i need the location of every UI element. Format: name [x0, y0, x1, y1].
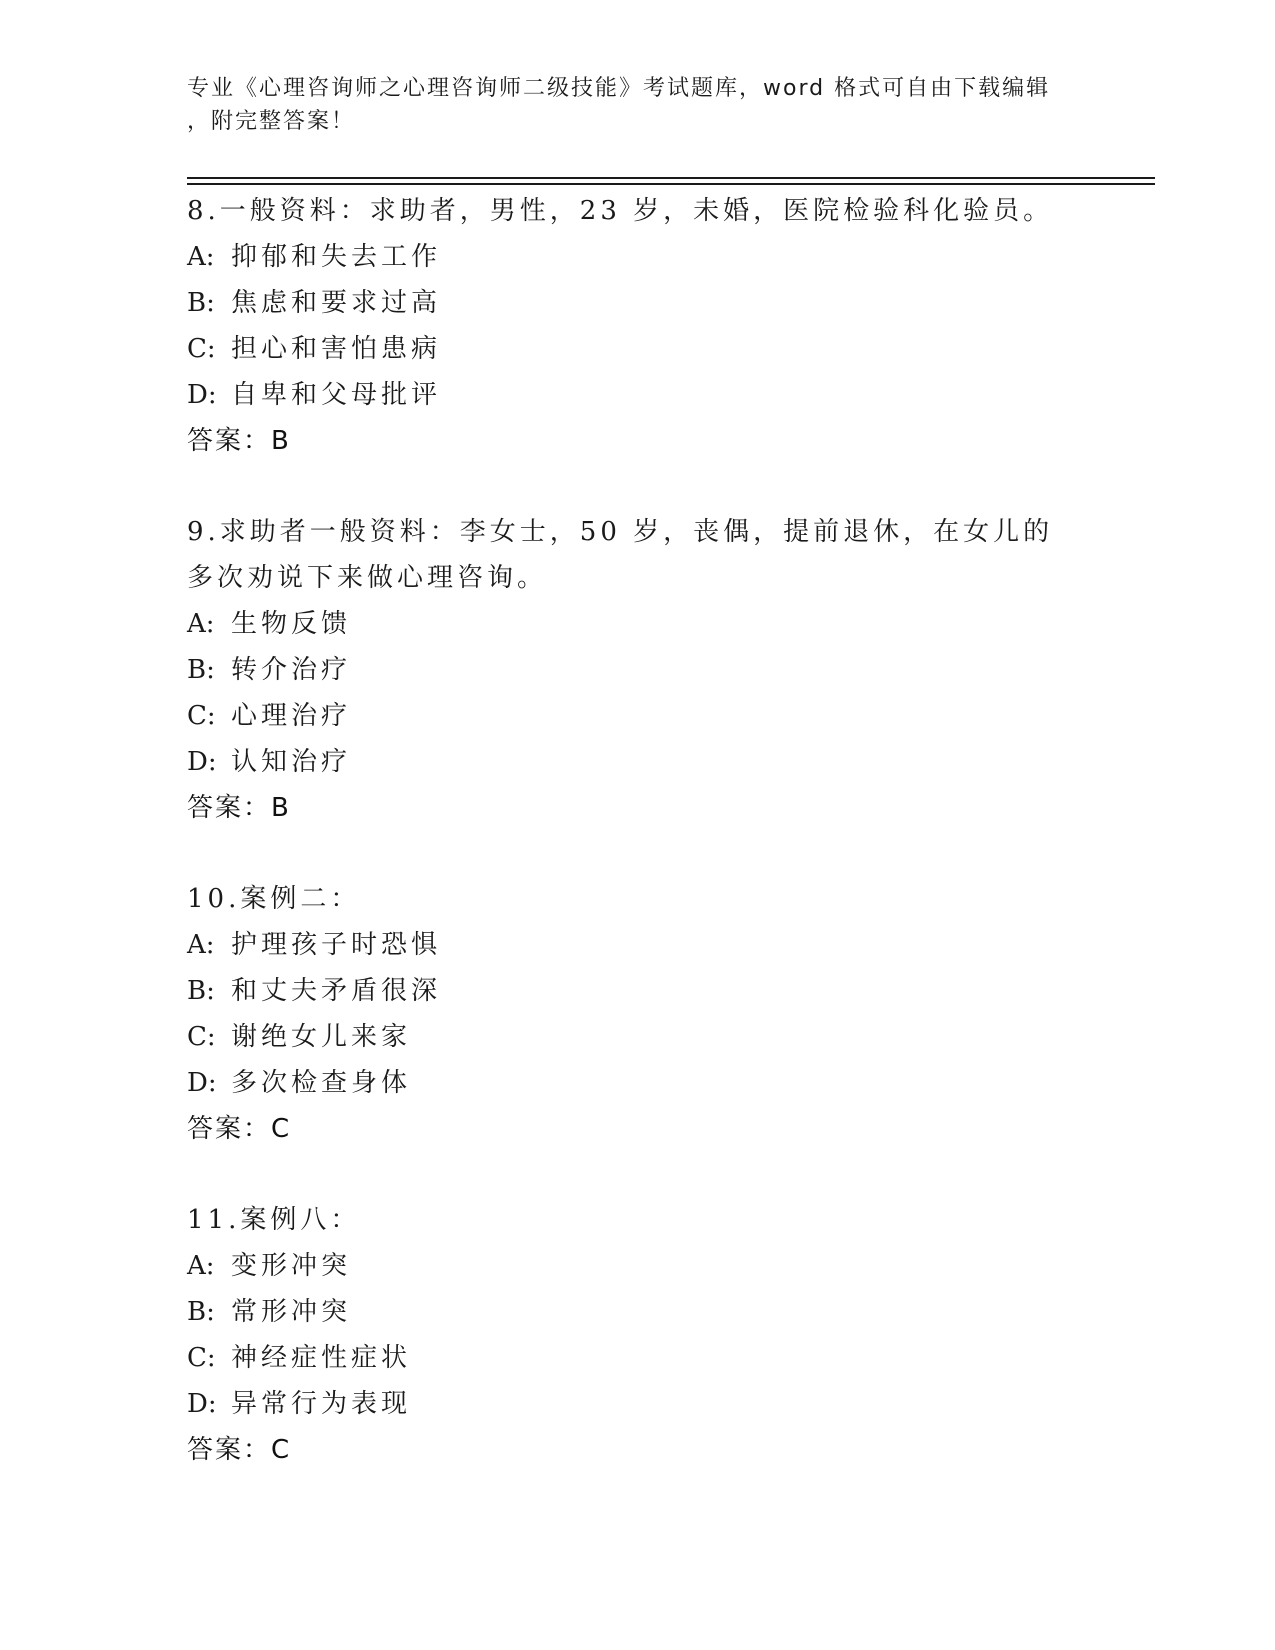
option-key: A: [187, 609, 215, 639]
option-key: D: [187, 380, 217, 410]
option-b [187, 280, 1107, 326]
question-list [187, 188, 1107, 1518]
question-stem: 11.案例八： [187, 1205, 361, 1235]
option-a [187, 234, 1107, 280]
question-11 [187, 1197, 1107, 1473]
question-9 [187, 509, 1107, 831]
option-d [187, 739, 1107, 785]
option-a [187, 922, 1107, 968]
option-text: 多次检查身体 [231, 1068, 412, 1098]
option-c [187, 693, 1107, 739]
option-key: C: [187, 334, 216, 364]
option-text: 自卑和父母批评 [231, 380, 442, 410]
option-key: B: [187, 288, 215, 318]
option-d [187, 372, 1107, 418]
option-b [187, 647, 1107, 693]
option-key: D: [187, 747, 217, 777]
option-c [187, 326, 1107, 372]
option-text: 常形冲突 [231, 1297, 352, 1327]
option-text: 转介治疗 [231, 655, 352, 685]
option-d [187, 1060, 1107, 1106]
question-stem: 9.求助者一般资料：李女士，50 岁，丧偶，提前退休，在女儿的多次劝说下来做心理咨询。 [187, 517, 1054, 593]
header-divider-top [187, 177, 1155, 179]
option-key: D: [187, 1389, 217, 1419]
option-key: B: [187, 655, 215, 685]
answer-line: 答案：C [187, 1114, 292, 1144]
option-text: 担心和害怕患病 [231, 334, 442, 364]
option-key: C: [187, 701, 216, 731]
option-text: 心理治疗 [231, 701, 352, 731]
option-b [187, 968, 1107, 1014]
option-text: 变形冲突 [231, 1251, 352, 1281]
option-key: A: [187, 1251, 215, 1281]
answer-line: 答案：C [187, 1435, 292, 1465]
document-header [187, 72, 1067, 138]
option-key: B: [187, 976, 215, 1006]
question-stem: 10.案例二： [187, 884, 361, 914]
option-text: 焦虑和要求过高 [231, 288, 442, 318]
option-text: 谢绝女儿来家 [231, 1022, 412, 1052]
option-text: 护理孩子时恐惧 [231, 930, 442, 960]
option-key: C: [187, 1022, 216, 1052]
header-line-1: 专业《心理咨询师之心理咨询师二级技能》考试题库，word 格式可自由下载编辑 [187, 76, 1051, 101]
option-key: D: [187, 1068, 217, 1098]
option-key: A: [187, 242, 215, 272]
answer-line: 答案：B [187, 426, 291, 456]
option-c [187, 1014, 1107, 1060]
option-key: A: [187, 930, 215, 960]
option-a [187, 601, 1107, 647]
option-key: B: [187, 1297, 215, 1327]
header-divider-bottom [187, 183, 1155, 185]
option-key: C: [187, 1343, 216, 1373]
option-text: 和丈夫矛盾很深 [231, 976, 442, 1006]
option-b [187, 1289, 1107, 1335]
header-line-2: ，附完整答案！ [187, 109, 356, 134]
question-10 [187, 876, 1107, 1152]
option-text: 认知治疗 [231, 747, 352, 777]
question-stem: 8.一般资料：求助者，男性，23 岁，未婚，医院检验科化验员。 [187, 196, 1054, 226]
option-c [187, 1335, 1107, 1381]
option-text: 神经症性症状 [231, 1343, 412, 1373]
option-d [187, 1381, 1107, 1427]
question-8 [187, 188, 1107, 464]
answer-line: 答案：B [187, 793, 291, 823]
option-text: 异常行为表现 [231, 1389, 412, 1419]
option-text: 抑郁和失去工作 [231, 242, 442, 272]
option-a [187, 1243, 1107, 1289]
option-text: 生物反馈 [231, 609, 352, 639]
